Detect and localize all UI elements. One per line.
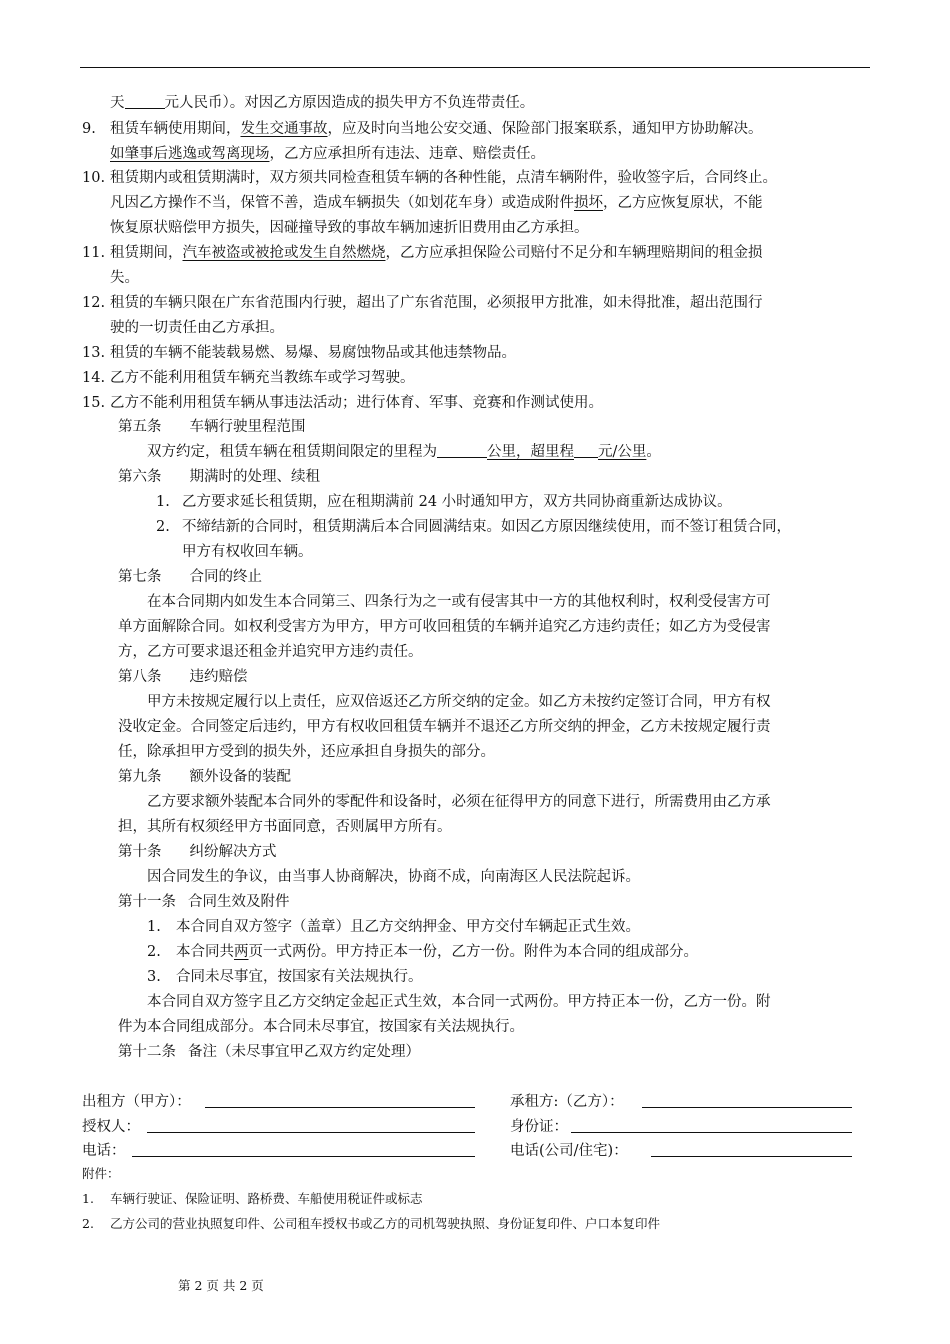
id-card-label: 身份证：	[510, 1119, 568, 1135]
blank-daily-amount	[125, 94, 165, 109]
art7-line3: 方，乙方可要求退还租金并追究甲方违约责任。	[118, 644, 423, 660]
phone2-line[interactable]	[651, 1156, 852, 1157]
art7-heading: 第七条 合同的终止	[118, 569, 262, 585]
art9-heading: 第九条 额外设备的装配	[118, 769, 291, 785]
art8-line3: 任，除承担甲方受到的损失外，还应承担自身损失的部分。	[118, 744, 495, 760]
art8-heading: 第八条 违约赔偿	[118, 669, 248, 685]
item14-number: 14.	[82, 370, 106, 386]
art12-heading: 第十二条 备注（未尽事宜甲乙双方约定处理）	[118, 1044, 420, 1060]
item9-number: 9.	[82, 121, 96, 137]
art6-item2-line1: 不缔结新的合同时，租赁期满后本合同圆满结束。如因乙方原因继续使用，而不签订租赁合同，	[182, 519, 791, 535]
art6-item2-line2: 甲方有权收回车辆。	[182, 544, 313, 560]
page-footer: 第 2 页 共 2 页	[178, 1278, 264, 1293]
art11-item2-number: 2.	[147, 944, 161, 960]
item9-line2: 如肇事后逃逸或驾离现场，乙方应承担所有违法、违章、赔偿责任。	[110, 146, 545, 162]
art7-line2: 单方面解除合同。如权利受害方为甲方，甲方可收回租赁的车辆并追究乙方违约责任；如乙方为受侵害	[118, 619, 771, 635]
attachment1-number: 1.	[82, 1191, 94, 1206]
art6-item2-number: 2.	[156, 519, 170, 535]
art11-para-line2: 件为本合同组成部分。本合同未尽事宜，按国家有关法规执行。	[118, 1019, 524, 1035]
item15-number: 15.	[82, 395, 106, 411]
item11-line2: 失。	[110, 270, 139, 286]
lessor-signature-line[interactable]	[205, 1107, 475, 1108]
lessee-label: 承租方:（乙方）：	[510, 1094, 624, 1110]
art9-line1: 乙方要求额外装配本合同外的零配件和设备时，必须在征得甲方的同意下进行，所需费用由乙方承	[147, 794, 771, 810]
item12-number: 12.	[82, 295, 106, 311]
art11-heading: 第十一条 合同生效及附件	[118, 894, 290, 910]
header-rule	[80, 67, 870, 68]
lessee-signature-line[interactable]	[642, 1107, 852, 1108]
art11-item1-number: 1.	[147, 919, 161, 935]
art10-line1: 因合同发生的争议，由当事人协商解决，协商不成，向南海区人民法院起诉。	[147, 869, 640, 885]
art11-para-line1: 本合同自双方签字且乙方交纳定金起正式生效，本合同一式两份。甲方持正本一份，乙方一份。附	[147, 994, 771, 1010]
item10-number: 10.	[82, 170, 106, 186]
art6-item1: 乙方要求延长租赁期，应在租期满前 24 小时通知甲方，双方共同协商重新达成协议。	[182, 494, 732, 510]
item12-line1: 租赁的车辆只限在广东省范围内行驶，超出了广东省范围，必须报甲方批准，如未得批准，超出范围行	[110, 295, 763, 311]
item13-number: 13.	[82, 345, 106, 361]
attachment1: 车辆行驶证、保险证明、路桥费、车船使用税证件或标志	[110, 1191, 423, 1206]
clause8-tail: 天 元人民币）。对因乙方原因造成的损失甲方不负连带责任。	[110, 95, 535, 111]
art6-item1-number: 1.	[156, 494, 170, 510]
item10-line2: 凡因乙方操作不当，保管不善，造成车辆损失（如划花车身）或造成附件损坏，乙方应恢复原状，不能	[110, 195, 763, 211]
art10-heading: 第十条 纠纷解决方式	[118, 844, 277, 860]
phone2-label: 电话(公司/住宅)：	[510, 1143, 628, 1159]
item12-line2: 驶的一切责任由乙方承担。	[110, 320, 284, 336]
attachment2-number: 2.	[82, 1216, 94, 1231]
lessor-label: 出租方（甲方）：	[82, 1094, 191, 1110]
art6-heading: 第六条 期满时的处理、续租	[118, 469, 320, 485]
blank-overage-rate	[574, 443, 598, 458]
art7-line1: 在本合同期内如发生本合同第三、四条行为之一或有侵害其中一方的其他权利时，权利受侵害方可	[147, 594, 771, 610]
item15-text: 乙方不能利用租赁车辆从事违法活动；进行体育、军事、竞赛和作测试使用。	[110, 395, 603, 411]
blank-mileage	[437, 443, 487, 458]
id-card-line[interactable]	[571, 1132, 852, 1133]
attachments-label: 附件：	[82, 1166, 120, 1181]
authorized-label: 授权人：	[82, 1119, 140, 1135]
art11-item2: 本合同共两页一式两份。甲方持正本一份，乙方一份。附件为本合同的组成部分。	[176, 944, 698, 960]
authorized-signature-line[interactable]	[147, 1132, 475, 1133]
item14-text: 乙方不能利用租赁车辆充当教练车或学习驾驶。	[110, 370, 415, 386]
item10-line1: 租赁期内或租赁期满时，双方须共同检查租赁车辆的各种性能，点清车辆附件，验收签字后，合同终止。	[110, 170, 777, 186]
phone-line[interactable]	[132, 1156, 475, 1157]
art11-item3-number: 3.	[147, 969, 161, 985]
phone-label: 电话：	[82, 1143, 126, 1159]
art5-heading: 第五条 车辆行驶里程范围	[118, 419, 306, 435]
art9-line2: 担，其所有权须经甲方书面同意，否则属甲方所有。	[118, 819, 452, 835]
art8-line1: 甲方未按规定履行以上责任，应双倍返还乙方所交纳的定金。如乙方未按约定签订合同，甲方有权	[147, 694, 771, 710]
attachment2: 乙方公司的营业执照复印件、公司租车授权书或乙方的司机驾驶执照、身份证复印件、户口本复印件	[110, 1216, 661, 1231]
item11-line1: 租赁期间，汽车被盗或被抢或发生自然燃烧，乙方应承担保险公司赔付不足分和车辆理赔期间的租金损	[110, 245, 763, 261]
art5-body: 双方约定，租赁车辆在租赁期间限定的里程为 公里，超里程 元/公里。	[147, 444, 661, 460]
item13-text: 租赁的车辆不能装载易燃、易爆、易腐蚀物品或其他违禁物品。	[110, 345, 516, 361]
art11-item3: 合同未尽事宜，按国家有关法规执行。	[176, 969, 423, 985]
item9-line1: 租赁车辆使用期间，发生交通事故，应及时向当地公安交通、保险部门报案联系，通知甲方协助解决。	[110, 121, 763, 137]
art11-item1: 本合同自双方签字（盖章）且乙方交纳押金、甲方交付车辆起正式生效。	[176, 919, 640, 935]
item11-number: 11.	[82, 245, 106, 261]
item10-line3: 恢复原状赔偿甲方损失，因碰撞导致的事故车辆加速折旧费用由乙方承担。	[110, 220, 589, 236]
art8-line2: 没收定金。合同签定后违约，甲方有权收回租赁车辆并不退还乙方所交纳的押金，乙方未按规定履行责	[118, 719, 771, 735]
